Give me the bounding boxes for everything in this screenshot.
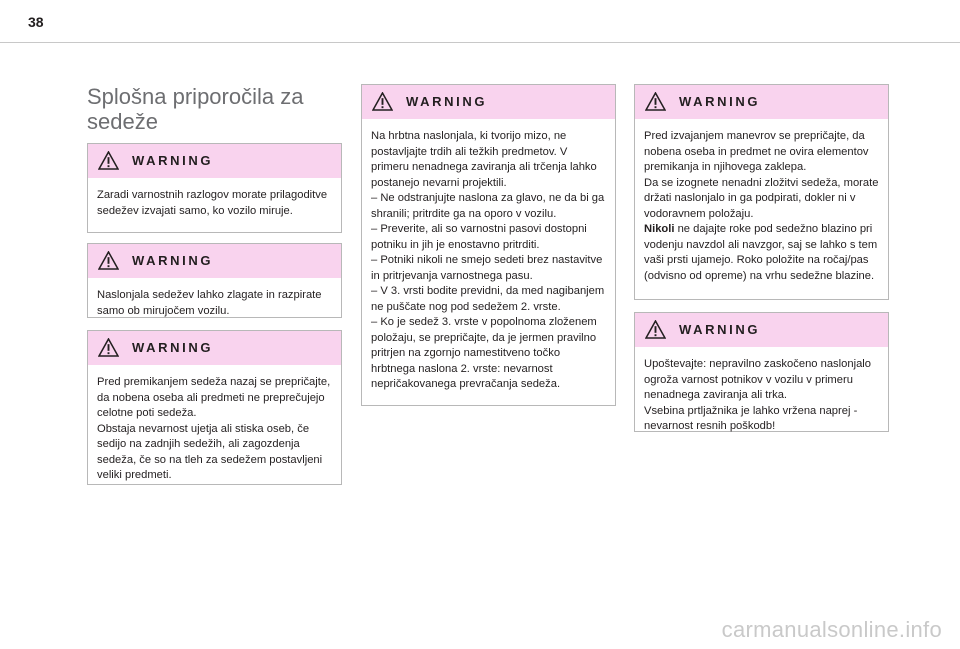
warning-label: WARNING bbox=[132, 253, 214, 268]
warning-header bbox=[362, 85, 615, 119]
warning-label: WARNING bbox=[132, 340, 214, 355]
warning-paragraph: Pred izvajanjem manevrov se prepričajte, da nobena oseba in predmet ne ovira elementov premikanja in njihovega zaklepa. bbox=[644, 130, 869, 173]
section-title: Splošna priporočila za sedeže bbox=[87, 84, 304, 134]
warning-triangle-icon bbox=[372, 92, 393, 111]
warning-list-item: – Potniki nikoli ne smejo sedeti brez nastavitve in pritrjevanja varnostnega pasu. bbox=[371, 254, 603, 282]
warning-paragraph: Vsebina prtljažnika je lahko vržena naprej - nevarnost resnih poškodb! bbox=[644, 404, 858, 432]
warning-text bbox=[362, 119, 615, 401]
emphasis-word: Nikoli bbox=[644, 223, 675, 235]
warning-text bbox=[635, 347, 888, 443]
warning-paragraph-rest: ne dajajte roke pod sedežno blazino pri vodenju navzdol ali navzgor, saj se lahko s tem vaši prsti ujamejo. Roko položite na ročaj/pas (odvisno od opreme) na vrhu sedežne blazine. bbox=[644, 223, 878, 282]
warning-text bbox=[635, 119, 888, 292]
warning-header bbox=[88, 244, 341, 278]
warning-label: WARNING bbox=[679, 94, 761, 109]
watermark: carmanualsonline.info bbox=[721, 617, 942, 642]
warning-list-item: – Ne odstranjujte naslona za glavo, ne da bi ga shranili; pritrdite ga na oporo v vozilu. bbox=[371, 192, 605, 220]
warning-text bbox=[88, 178, 341, 227]
warning-text bbox=[88, 278, 341, 327]
top-divider bbox=[0, 42, 960, 43]
warning-triangle-icon bbox=[645, 320, 666, 339]
warning-label: WARNING bbox=[679, 322, 761, 337]
warning-list-item: – Ko je sedež 3. vrste v popolnoma zloženem položaju, se prepričajte, da je jermen pravilno pritrjen na zgornjo namestitveno točko hrbtnega naslona 2. vrste: nevarnost nepričakovanega prevračanja sedeža. bbox=[371, 316, 597, 390]
warning-header bbox=[88, 331, 341, 365]
warning-box-4 bbox=[361, 84, 616, 406]
warning-triangle-icon bbox=[645, 92, 666, 111]
warning-box-1 bbox=[87, 143, 342, 233]
warning-box-2 bbox=[87, 243, 342, 318]
warning-triangle-icon bbox=[98, 338, 119, 357]
page-number: 38 bbox=[28, 14, 44, 30]
warning-label: WARNING bbox=[132, 153, 214, 168]
warning-paragraph: Pred premikanjem sedeža nazaj se prepričajte, da nobena oseba ali predmeti ne preprečujejo celotne poti sedeža. bbox=[97, 376, 331, 419]
warning-header bbox=[635, 313, 888, 347]
warning-list-item: – Preverite, ali so varnostni pasovi dostopni potniku in jih je enostavno pritrditi. bbox=[371, 223, 587, 251]
warning-paragraph bbox=[644, 222, 880, 284]
warning-label: WARNING bbox=[406, 94, 488, 109]
warning-box-6 bbox=[634, 312, 889, 432]
warning-triangle-icon bbox=[98, 251, 119, 270]
warning-header bbox=[88, 144, 341, 178]
warning-header bbox=[635, 85, 888, 119]
warning-paragraph: Obstaja nevarnost ujetja ali stiska oseb, če sedijo na zadnjih sedežih, ali zagozdenja sedeža, če so na tleh za sedežem postavljeni veliki predmeti. bbox=[97, 422, 323, 481]
warning-paragraph: Upoštevajte: nepravilno zaskočeno naslonjalo ogroža varnost potnikov v vozilu v primeru nenadnega zaviranja ali trka. bbox=[644, 358, 872, 401]
warning-paragraph: Naslonjala sedežev lahko zlagate in razpirate samo ob mirujočem vozilu. bbox=[97, 289, 322, 317]
warning-text bbox=[88, 365, 341, 492]
warning-paragraph: Zaradi varnostnih razlogov morate prilagoditve sedežev izvajati samo, ko vozilo miruje. bbox=[97, 189, 328, 217]
warning-triangle-icon bbox=[98, 151, 119, 170]
warning-list-item: – V 3. vrsti bodite previdni, da med nagibanjem ne puščate nog pod sedežem 2. vrste. bbox=[371, 285, 605, 313]
warning-paragraph: Na hrbtna naslonjala, ki tvorijo mizo, ne postavljajte trdih ali težkih predmetov. V primeru nenadnega zaviranja ali trčenja lahko postanejo nevarni projektili. bbox=[371, 130, 597, 189]
warning-paragraph: Da se izognete nenadni zložitvi sedeža, morate držati naslonjalo in ga podpirati, dokler ni v vodoravnem položaju. bbox=[644, 176, 879, 220]
warning-box-5 bbox=[634, 84, 889, 300]
warning-box-3 bbox=[87, 330, 342, 485]
